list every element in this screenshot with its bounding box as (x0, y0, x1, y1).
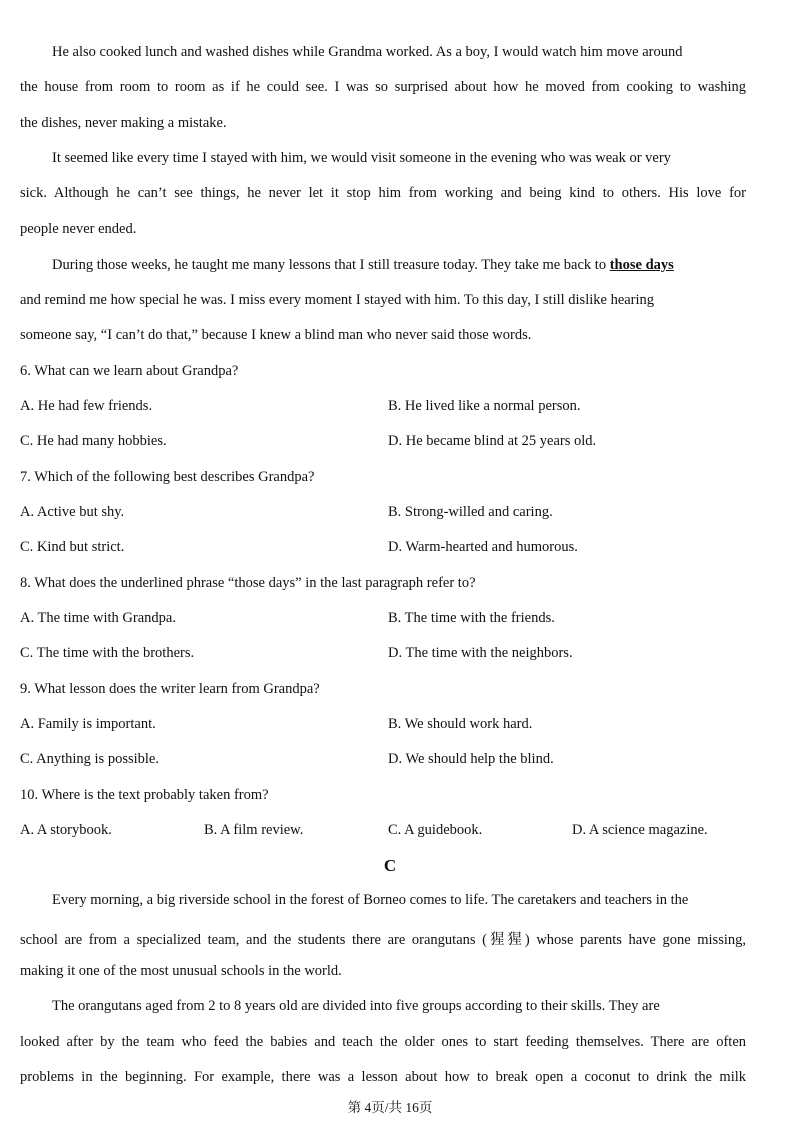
passage-b-p3-line1 (52, 257, 674, 274)
question-8-option-a[interactable]: A. The time with Grandpa. (20, 610, 176, 626)
question-7-option-b[interactable]: B. Strong-willed and caring. (388, 504, 553, 520)
passage-b-p1-line2: the house from room to room as if he could see. I was so surprised about how he moved from cooking to washing (20, 79, 746, 95)
question-9-option-d[interactable]: D. We should help the blind. (388, 751, 554, 767)
question-7-stem: 7. Which of the following best describes Grandpa? (20, 469, 315, 485)
section-heading: C (383, 856, 397, 875)
question-9-option-a[interactable]: A. Family is important. (20, 716, 156, 732)
question-10-option-d[interactable]: D. A science magazine. (572, 822, 708, 838)
passage-c-p2-line1: The orangutans aged from 2 to 8 years old are divided into five groups according to their skills. They are (52, 998, 660, 1014)
page-number: 第 4页/共 16页 (347, 1100, 433, 1115)
question-6-option-c[interactable]: C. He had many hobbies. (20, 433, 167, 449)
passage-b-p1-line3: the dishes, never making a mistake. (20, 115, 227, 131)
passage-b-p3-line1-text: During those weeks, he taught me many lessons that I still treasure today. They take me back to (52, 257, 610, 273)
question-8-option-d[interactable]: D. The time with the neighbors. (388, 645, 573, 661)
passage-c-p2-line3: problems in the beginning. For example, there was a lesson about how to break open a coconut to drink the milk (20, 1069, 746, 1085)
underlined-phrase: those days (609, 257, 674, 273)
question-7-option-c[interactable]: C. Kind but strict. (20, 539, 125, 555)
passage-c-p1-line2: school are from a specialized team, and the students there are orangutans (猩猩) whose parents have gone missing, (20, 932, 746, 948)
passage-b-p3-line2: and remind me how special he was. I miss every moment I stayed with him. To this day, I still dislike hearing (20, 292, 655, 308)
passage-c-p1-line3: making it one of the most unusual schools in the world. (20, 963, 342, 979)
question-7-option-a[interactable]: A. Active but shy. (20, 504, 125, 520)
passage-b-p2-line3: people never ended. (20, 221, 137, 237)
question-9-stem: 9. What lesson does the writer learn from Grandpa? (20, 681, 320, 697)
question-10-option-a[interactable]: A. A storybook. (20, 822, 112, 838)
question-8-option-b[interactable]: B. The time with the friends. (388, 610, 555, 626)
passage-b-p3-line3: someone say, “I can’t do that,” because I knew a blind man who never said those words. (20, 327, 532, 343)
question-6-stem: 6. What can we learn about Grandpa? (20, 363, 239, 379)
passage-b-p2-line1: It seemed like every time I stayed with him, we would visit someone in the evening who was weak or very (52, 150, 671, 166)
question-6-option-d[interactable]: D. He became blind at 25 years old. (388, 433, 597, 449)
question-10-option-c[interactable]: C. A guidebook. (388, 822, 483, 838)
question-10-option-b[interactable]: B. A film review. (204, 822, 304, 838)
passage-c-p1-line1: Every morning, a big riverside school in the forest of Borneo comes to life. The caretakers and teachers in the (52, 892, 689, 908)
question-7-option-d[interactable]: D. Warm-hearted and humorous. (388, 539, 578, 555)
question-9-option-c[interactable]: C. Anything is possible. (20, 751, 159, 767)
question-8-stem: 8. What does the underlined phrase “those days” in the last paragraph refer to? (20, 575, 476, 591)
question-6-option-a[interactable]: A. He had few friends. (20, 398, 153, 414)
passage-b-p1-line1: He also cooked lunch and washed dishes while Grandma worked. As a boy, I would watch him move around (52, 44, 683, 60)
question-8-option-c[interactable]: C. The time with the brothers. (20, 645, 195, 661)
passage-b-p2-line2: sick. Although he can’t see things, he never let it stop him from working and being kind to others. His love for (20, 185, 746, 201)
passage-c-p2-line2: looked after by the team who feed the babies and teach the older ones to start feeding themselves. There are often (20, 1034, 746, 1050)
question-10-stem: 10. Where is the text probably taken from? (20, 787, 269, 803)
question-6-option-b[interactable]: B. He lived like a normal person. (388, 398, 581, 414)
question-9-option-b[interactable]: B. We should work hard. (388, 716, 533, 732)
